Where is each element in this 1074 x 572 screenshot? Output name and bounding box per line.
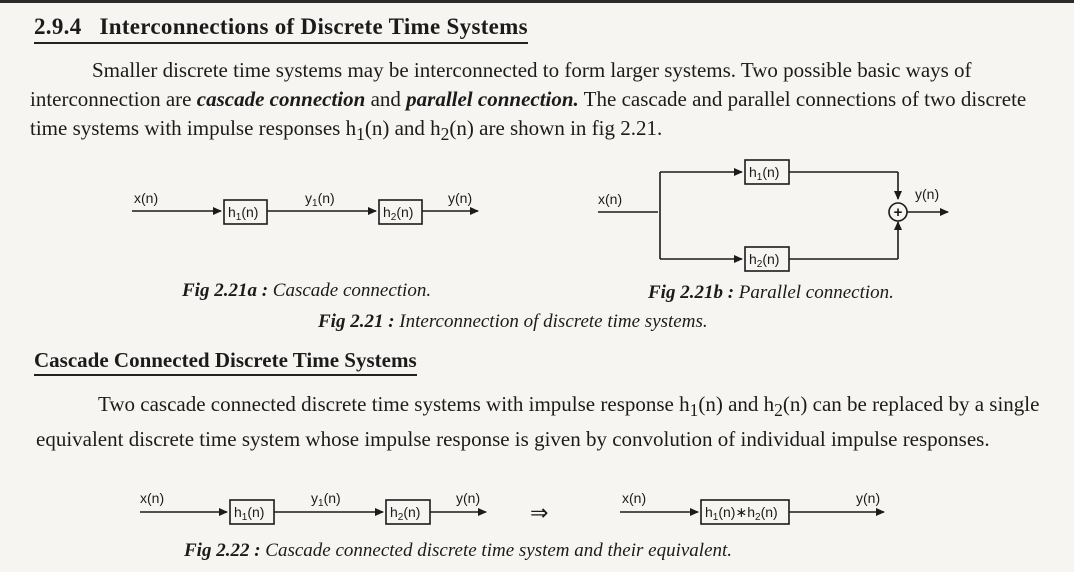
fig22-output-label: y(n) <box>456 490 481 506</box>
fig21a-mid-label: $y_1(n)$ <box>305 190 335 209</box>
fig21b-input-label: x(n) <box>598 191 623 207</box>
paragraph-cascade <box>36 390 1050 454</box>
para2-text-2: (n) and h <box>698 392 775 416</box>
para1-text-5: (n) are shown in fig 2.21. <box>449 116 663 140</box>
fig-2-22-caption: Fig 2.22 : Cascade connected discrete time system and their equivalent. <box>184 540 733 561</box>
term-cascade-connection: cascade connection <box>196 87 366 111</box>
adder-plus-sign: + <box>893 204 903 221</box>
fig22-input-label: x(n) <box>140 490 165 506</box>
para1-text-2: and <box>365 87 407 111</box>
para1-sub-2: 2 <box>440 124 450 145</box>
para1-sub-1: 1 <box>356 124 365 145</box>
fig21a-input-label: x(n) <box>134 190 159 206</box>
term-parallel-connection: parallel connection. <box>406 87 579 111</box>
para1-text-4: (n) and h <box>364 116 441 140</box>
fig22-mid-label: $y_1(n)$ <box>311 490 341 509</box>
fig21a-block2-label: $h_2(n)$ <box>383 204 414 223</box>
fig21b-block2-label: $h_2(n)$ <box>749 251 780 270</box>
fig21a-output-label: y(n) <box>448 190 473 206</box>
fig22-eq-input-label: x(n) <box>622 490 647 506</box>
section-title: Interconnections of Discrete Time Systems <box>99 14 528 39</box>
para1-text-3: The cascade and parallel connections of two discrete time systems with impulse responses h <box>30 87 1027 140</box>
fig21a-block1-label: $h_1(n)$ <box>228 204 259 223</box>
fig22-eq-output-label: y(n) <box>856 490 881 506</box>
fig-2-21a-caption: Fig 2.21a : Cascade connection. <box>182 280 432 301</box>
implies-arrow-icon: ⇒ <box>530 500 549 525</box>
fig21b-output-label: y(n) <box>915 186 940 202</box>
para2-sub-2: 2 <box>774 400 783 421</box>
fig-2-21b-caption: Fig 2.21b : Parallel connection. <box>648 282 894 303</box>
fig22-block2-label: $h_2(n)$ <box>390 504 421 523</box>
section-number: 2.9.4 <box>34 14 82 39</box>
fig22-eq-block-label: $h_1(n)∗h_2(n)$ <box>705 504 778 523</box>
fig21b-block1-label: $h_1(n)$ <box>749 164 780 183</box>
subsection-heading: Cascade Connected Discrete Time Systems <box>34 348 417 376</box>
para2-text-1: Two cascade connected discrete time systems with impulse response h <box>98 392 690 416</box>
fig22-block1-label: $h_1(n)$ <box>234 504 265 523</box>
para2-sub-1: 1 <box>689 400 699 421</box>
para1-text-1: Smaller discrete time systems may be interconnected to form larger systems. Two possible basic ways of interconnection are <box>30 58 972 111</box>
para2-text-3: (n) can be replaced by a single equivalent discrete time system whose impulse response is given by convolution of individual impulse responses. <box>36 392 1040 452</box>
fig-2-21-caption: Fig 2.21 : Interconnection of discrete time systems. <box>318 311 708 332</box>
